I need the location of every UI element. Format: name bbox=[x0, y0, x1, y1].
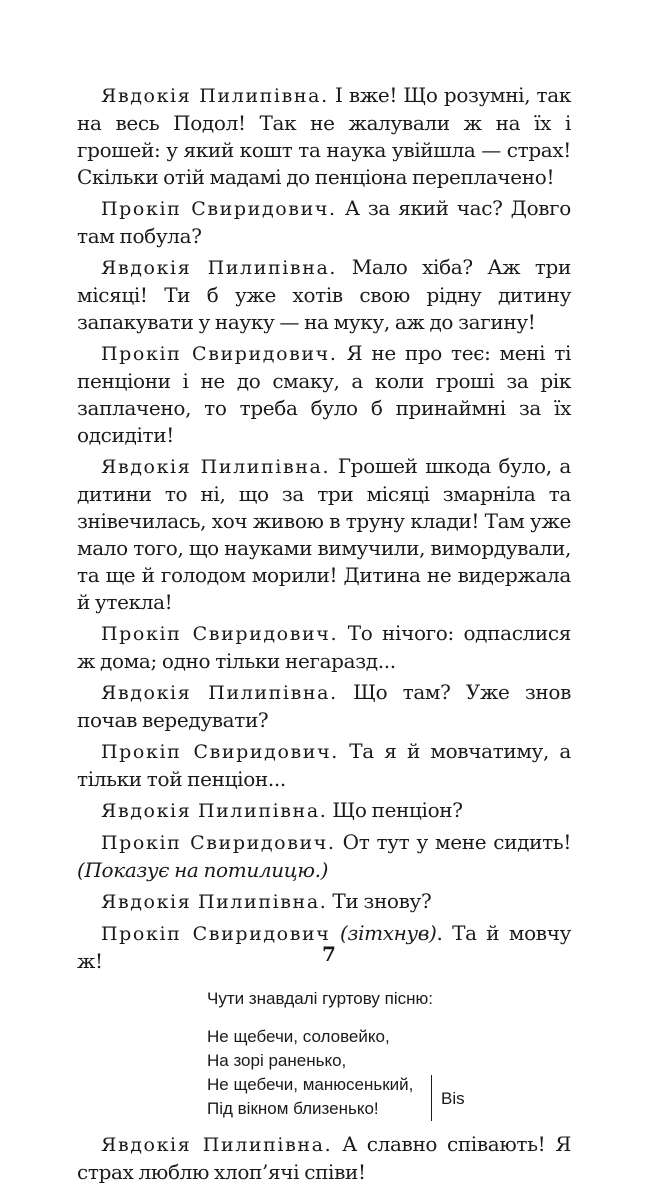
dialogue-line bbox=[77, 679, 571, 734]
song-block bbox=[77, 987, 571, 1121]
speaker-name: Явдокія Пилипівна. bbox=[101, 891, 328, 913]
speaker-name: Явдокія Пилипівна. bbox=[101, 682, 338, 704]
page-number: 7 bbox=[322, 942, 336, 966]
song-line: Під вікном близенько! bbox=[207, 1099, 379, 1118]
speaker-name: Явдокія Пилипівна. bbox=[101, 456, 331, 478]
speaker-name: Прокіп Свиридович. bbox=[101, 343, 338, 365]
bis-label: Bis bbox=[441, 1089, 465, 1108]
speech-text: А славно співають! Я страх люблю хлоп’ячі співи! bbox=[77, 1132, 571, 1184]
dialogue-line bbox=[77, 888, 571, 916]
speech-text: Грошей шкода було, а дитини то ні, що за три місяці змарніла та знівечилась, хоч живою в труну клади! Там уже мало того, що науками вимучили, вимордували, та ще й голодом морили! Дитина не видержала й утекла! bbox=[77, 454, 571, 614]
speech-text: Та я й мовчатиму, а тільки той пенціон... bbox=[77, 739, 571, 791]
speech-text: А за який час? Довго там побула? bbox=[77, 196, 572, 248]
speaker-name: Прокіп Свиридович. bbox=[101, 198, 337, 220]
speech-text: Ти знову? bbox=[327, 889, 432, 913]
speech-text: Що пенціон? bbox=[327, 798, 463, 822]
dialogue-line bbox=[77, 738, 571, 793]
stage-direction: (зітхнув) bbox=[330, 921, 437, 945]
dialogue-line bbox=[77, 340, 571, 449]
dialogue-line bbox=[77, 797, 571, 825]
speaker-name: Прокіп Свиридович bbox=[101, 923, 331, 945]
dialogue-line bbox=[77, 620, 571, 675]
speech-text: Мало хіба? Аж три місяці! Ти б уже хотів свою рідну дитину запакувати у науку — на муку, аж до загину! bbox=[77, 255, 571, 334]
speech-text: То нічого: одпаслися ж дома; одно тільки негаразд... bbox=[77, 621, 572, 673]
speech-text: От тут у мене сидить! bbox=[335, 830, 572, 854]
speaker-name: Явдокія Пилипівна. bbox=[101, 1134, 333, 1156]
speaker-name: Явдокія Пилипівна. bbox=[101, 257, 338, 279]
dialogue-line bbox=[77, 82, 571, 191]
speech-text: Я не про теє: мені ті пенціони і не до смаку, а коли гроші за рік заплачено, то треба було б принаймні за їх одсидіти! bbox=[77, 341, 572, 447]
dialogue-line bbox=[77, 1131, 571, 1186]
dialogue-line bbox=[77, 453, 571, 616]
bis-bracket bbox=[431, 1075, 432, 1121]
song-verse bbox=[207, 1025, 571, 1121]
speaker-name: Прокіп Свиридович. bbox=[101, 623, 339, 645]
dialogue-line bbox=[77, 195, 571, 250]
dialogue-line bbox=[77, 254, 571, 336]
speaker-name: Прокіп Свиридович. bbox=[101, 741, 339, 763]
dialogue-line bbox=[77, 829, 571, 884]
song-line: Не щебечи, манюсенький, bbox=[207, 1075, 414, 1094]
speech-text: І вже! Що розумні, так на весь Подол! Так не жалували ж на їх і грошей: у який кошт та наука увійшла — страх! Скільки отій мадамі до пенціона переплачено! bbox=[77, 83, 571, 189]
stage-direction: (Показує на потилицю.) bbox=[77, 858, 329, 882]
speech-text: Що там? Уже знов почав вередувати? bbox=[77, 680, 571, 732]
song-line: На зорі раненько, bbox=[207, 1051, 347, 1070]
song-intro: Чути знавдалі гуртову пісню: bbox=[207, 989, 433, 1008]
speaker-name: Прокіп Свиридович. bbox=[101, 832, 336, 854]
song-line: Не щебечи, соловейко, bbox=[207, 1027, 390, 1046]
speaker-name: Явдокія Пилипівна. bbox=[101, 85, 329, 107]
speaker-name: Явдокія Пилипівна. bbox=[101, 800, 328, 822]
speech-text: . Та й мовчу ж! bbox=[77, 921, 572, 973]
